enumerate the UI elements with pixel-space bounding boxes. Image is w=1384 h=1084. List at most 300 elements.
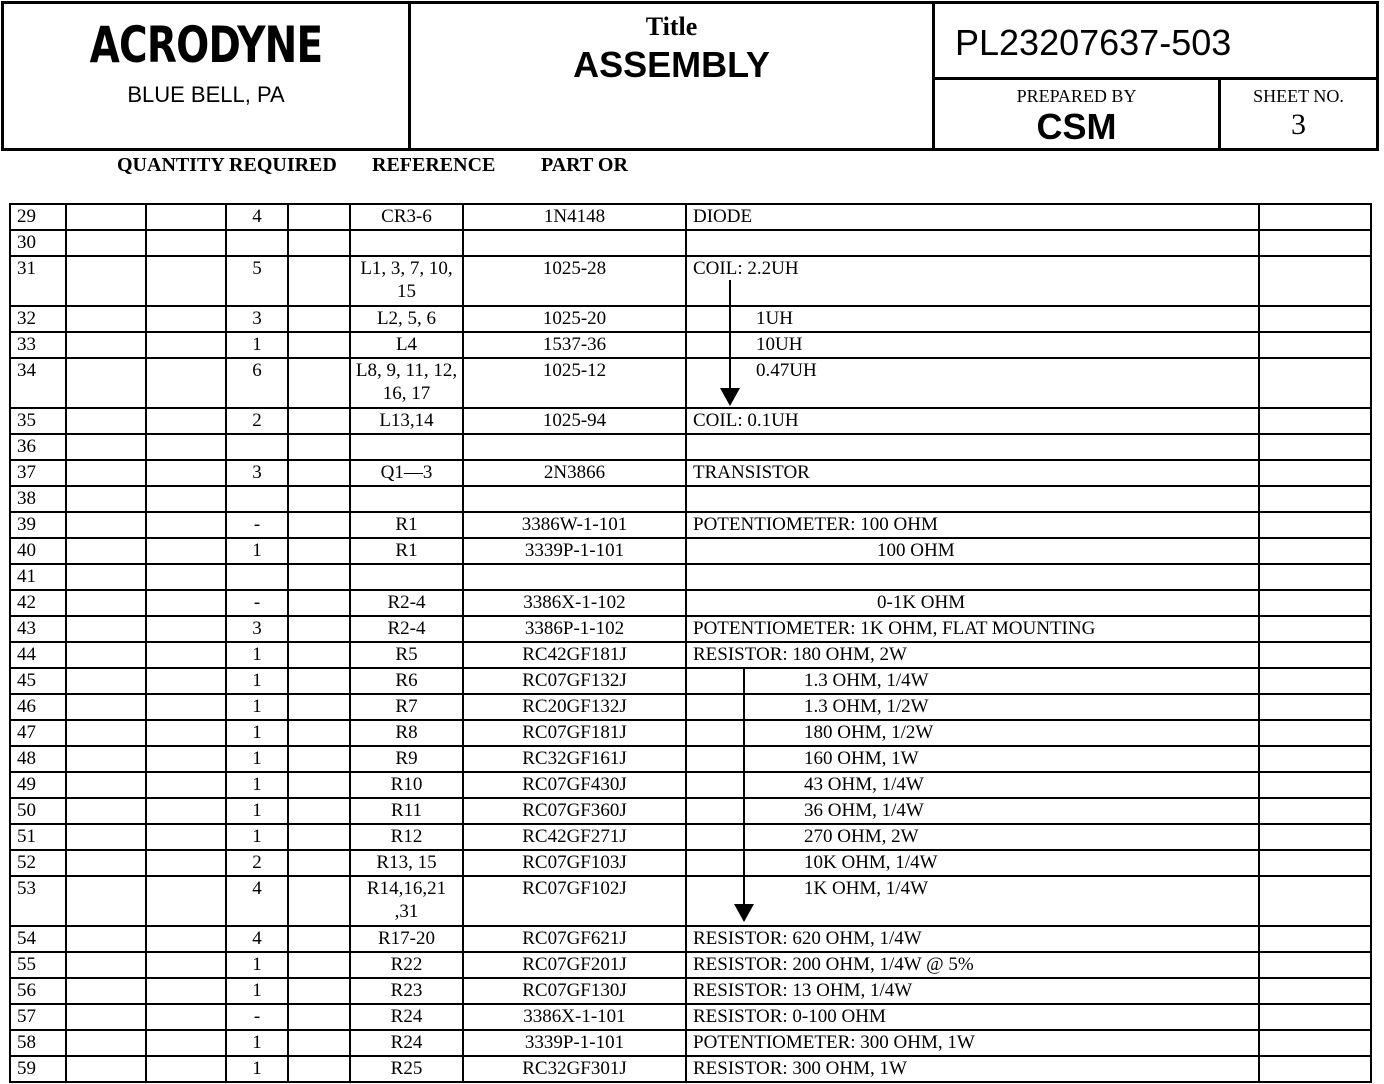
empty-cell — [146, 590, 226, 616]
line-number-cell: 42 — [10, 590, 66, 616]
description-cell: 160 OHM, 1W — [686, 746, 1259, 772]
table-row — [10, 564, 1371, 590]
empty-cell — [288, 434, 350, 460]
empty-cell — [288, 668, 350, 694]
description-cell: COIL: 0.1UH — [686, 408, 1259, 434]
reference-cell: R14,16,21 ,31 — [350, 876, 463, 926]
empty-cell — [1259, 642, 1371, 668]
part-number-cell: 3386W-1-101 — [463, 512, 686, 538]
empty-cell — [288, 460, 350, 486]
empty-cell — [1259, 538, 1371, 564]
line-number-cell: 29 — [10, 204, 66, 230]
table-row — [10, 668, 1371, 694]
description-cell: 0.47UH — [686, 358, 1259, 408]
reference-cell: R10 — [350, 772, 463, 798]
empty-cell — [66, 876, 146, 926]
empty-cell — [1259, 256, 1371, 306]
empty-cell — [288, 1004, 350, 1030]
table-row — [10, 512, 1371, 538]
part-number: PL23207637-503 — [955, 22, 1232, 63]
empty-cell — [1259, 460, 1371, 486]
line-number-cell: 38 — [10, 486, 66, 512]
empty-cell — [1259, 1004, 1371, 1030]
prepared-by-label: PREPARED BY — [1016, 86, 1137, 106]
part-number-cell: RC07GF360J — [463, 798, 686, 824]
line-number-cell: 59 — [10, 1056, 66, 1082]
part-number-cell: 1025-94 — [463, 408, 686, 434]
part-number-cell: 2N3866 — [463, 460, 686, 486]
line-number-cell: 40 — [10, 538, 66, 564]
empty-cell — [288, 358, 350, 408]
reference-cell — [350, 486, 463, 512]
description-cell: RESISTOR: 0-100 OHM — [686, 1004, 1259, 1030]
parts-list-body — [10, 204, 1371, 1082]
empty-cell — [66, 512, 146, 538]
quantity-cell: 4 — [226, 876, 288, 926]
empty-cell — [66, 720, 146, 746]
empty-cell — [66, 694, 146, 720]
description-cell: 1.3 OHM, 1/4W — [686, 668, 1259, 694]
empty-cell — [1259, 798, 1371, 824]
empty-cell — [1259, 926, 1371, 952]
description-cell: 1.3 OHM, 1/2W — [686, 694, 1259, 720]
empty-cell — [146, 512, 226, 538]
part-number-cell: RC07GF621J — [463, 926, 686, 952]
empty-cell — [66, 616, 146, 642]
reference-cell: R6 — [350, 668, 463, 694]
empty-cell — [66, 230, 146, 256]
line-number-cell: 32 — [10, 306, 66, 332]
empty-cell — [288, 408, 350, 434]
table-row — [10, 434, 1371, 460]
part-number-cell: 1025-12 — [463, 358, 686, 408]
quantity-cell: 1 — [226, 978, 288, 1004]
line-number-cell: 53 — [10, 876, 66, 926]
reference-cell: R11 — [350, 798, 463, 824]
part-number-cell: RC07GF181J — [463, 720, 686, 746]
empty-cell — [1259, 230, 1371, 256]
title-block-right — [935, 4, 1376, 148]
reference-cell: R8 — [350, 720, 463, 746]
empty-cell — [1259, 1056, 1371, 1082]
empty-cell — [146, 876, 226, 926]
table-row — [10, 486, 1371, 512]
part-number-cell: 1025-20 — [463, 306, 686, 332]
table-row — [10, 460, 1371, 486]
sheet-number-cell — [1221, 80, 1376, 148]
empty-cell — [66, 306, 146, 332]
description-cell: 180 OHM, 1/2W — [686, 720, 1259, 746]
part-number-cell: RC07GF132J — [463, 668, 686, 694]
quantity-cell: 5 — [226, 256, 288, 306]
company-logo: ACRODYNE — [89, 16, 323, 74]
empty-cell — [66, 850, 146, 876]
empty-cell — [288, 204, 350, 230]
table-row — [10, 694, 1371, 720]
description-cell: RESISTOR: 13 OHM, 1/4W — [686, 978, 1259, 1004]
quantity-cell: 1 — [226, 798, 288, 824]
table-row — [10, 746, 1371, 772]
part-number-cell: RC07GF130J — [463, 978, 686, 1004]
quantity-cell: 3 — [226, 306, 288, 332]
table-row — [10, 720, 1371, 746]
title-block — [1, 1, 1379, 151]
prepared-by-value: CSM — [1036, 106, 1117, 147]
part-number-cell: 1537-36 — [463, 332, 686, 358]
empty-cell — [1259, 720, 1371, 746]
table-row — [10, 824, 1371, 850]
reference-cell: L1, 3, 7, 10, 15 — [350, 256, 463, 306]
empty-cell — [146, 358, 226, 408]
empty-cell — [288, 772, 350, 798]
empty-cell — [146, 746, 226, 772]
quantity-cell: 2 — [226, 850, 288, 876]
reference-cell: R25 — [350, 1056, 463, 1082]
line-number-cell: 47 — [10, 720, 66, 746]
empty-cell — [288, 590, 350, 616]
part-number-cell: 3339P-1-101 — [463, 538, 686, 564]
empty-cell — [288, 978, 350, 1004]
part-number-cell: RC07GF430J — [463, 772, 686, 798]
description-cell: 10UH — [686, 332, 1259, 358]
empty-cell — [146, 1056, 226, 1082]
column-header-part: PART OR — [541, 154, 628, 176]
line-number-cell: 30 — [10, 230, 66, 256]
description-cell — [686, 564, 1259, 590]
empty-cell — [288, 486, 350, 512]
empty-cell — [66, 460, 146, 486]
reference-cell: R5 — [350, 642, 463, 668]
empty-cell — [1259, 486, 1371, 512]
table-row — [10, 204, 1371, 230]
empty-cell — [146, 408, 226, 434]
part-number-cell: RC20GF132J — [463, 694, 686, 720]
empty-cell — [146, 564, 226, 590]
empty-cell — [146, 306, 226, 332]
quantity-cell: 1 — [226, 746, 288, 772]
empty-cell — [288, 564, 350, 590]
line-number-cell: 49 — [10, 772, 66, 798]
line-number-cell: 45 — [10, 668, 66, 694]
empty-cell — [1259, 332, 1371, 358]
empty-cell — [66, 358, 146, 408]
quantity-cell — [226, 230, 288, 256]
empty-cell — [288, 694, 350, 720]
empty-cell — [146, 772, 226, 798]
empty-cell — [288, 876, 350, 926]
title-cell — [411, 4, 935, 148]
empty-cell — [146, 720, 226, 746]
empty-cell — [288, 824, 350, 850]
empty-cell — [1259, 204, 1371, 230]
line-number-cell: 55 — [10, 952, 66, 978]
table-row — [10, 332, 1371, 358]
part-number-cell: RC07GF102J — [463, 876, 686, 926]
quantity-cell: 1 — [226, 772, 288, 798]
empty-cell — [146, 256, 226, 306]
empty-cell — [288, 850, 350, 876]
empty-cell — [66, 408, 146, 434]
table-row — [10, 538, 1371, 564]
line-number-cell: 35 — [10, 408, 66, 434]
document-title: ASSEMBLY — [573, 44, 770, 85]
quantity-cell: - — [226, 590, 288, 616]
empty-cell — [1259, 408, 1371, 434]
table-row — [10, 952, 1371, 978]
empty-cell — [146, 616, 226, 642]
empty-cell — [146, 332, 226, 358]
description-cell: POTENTIOMETER: 1K OHM, FLAT MOUNTING — [686, 616, 1259, 642]
empty-cell — [1259, 564, 1371, 590]
reference-cell: R17-20 — [350, 926, 463, 952]
empty-cell — [66, 746, 146, 772]
empty-cell — [1259, 824, 1371, 850]
part-number-cell: 3339P-1-101 — [463, 1030, 686, 1056]
reference-cell: R24 — [350, 1004, 463, 1030]
empty-cell — [146, 642, 226, 668]
empty-cell — [66, 926, 146, 952]
description-cell: TRANSISTOR — [686, 460, 1259, 486]
empty-cell — [288, 616, 350, 642]
empty-cell — [146, 926, 226, 952]
empty-cell — [146, 952, 226, 978]
empty-cell — [66, 434, 146, 460]
part-number-cell: RC32GF161J — [463, 746, 686, 772]
table-row — [10, 850, 1371, 876]
empty-cell — [66, 952, 146, 978]
quantity-cell: 1 — [226, 332, 288, 358]
description-cell: 43 OHM, 1/4W — [686, 772, 1259, 798]
line-number-cell: 33 — [10, 332, 66, 358]
description-cell: RESISTOR: 300 OHM, 1W — [686, 1056, 1259, 1082]
empty-cell — [1259, 590, 1371, 616]
empty-cell — [288, 332, 350, 358]
empty-cell — [288, 512, 350, 538]
empty-cell — [146, 538, 226, 564]
sheet-number: 3 — [1291, 108, 1306, 141]
reference-cell: R1 — [350, 512, 463, 538]
table-row — [10, 408, 1371, 434]
part-number-cell: RC32GF301J — [463, 1056, 686, 1082]
reference-cell: L13,14 — [350, 408, 463, 434]
empty-cell — [1259, 978, 1371, 1004]
empty-cell — [146, 1030, 226, 1056]
empty-cell — [288, 538, 350, 564]
line-number-cell: 44 — [10, 642, 66, 668]
empty-cell — [1259, 952, 1371, 978]
empty-cell — [66, 1056, 146, 1082]
quantity-cell — [226, 486, 288, 512]
empty-cell — [288, 746, 350, 772]
empty-cell — [66, 564, 146, 590]
empty-cell — [146, 824, 226, 850]
empty-cell — [66, 256, 146, 306]
quantity-cell: 1 — [226, 1056, 288, 1082]
description-cell: DIODE — [686, 204, 1259, 230]
empty-cell — [288, 1056, 350, 1082]
part-number-cell: 3386X-1-101 — [463, 1004, 686, 1030]
empty-cell — [1259, 616, 1371, 642]
reference-cell: R23 — [350, 978, 463, 1004]
empty-cell — [146, 850, 226, 876]
empty-cell — [288, 798, 350, 824]
table-row — [10, 772, 1371, 798]
part-number-cell — [463, 230, 686, 256]
quantity-cell: - — [226, 1004, 288, 1030]
empty-cell — [66, 590, 146, 616]
description-cell: RESISTOR: 620 OHM, 1/4W — [686, 926, 1259, 952]
table-row — [10, 590, 1371, 616]
description-cell: COIL: 2.2UH — [686, 256, 1259, 306]
reference-cell: R13, 15 — [350, 850, 463, 876]
part-number-cell: 1025-28 — [463, 256, 686, 306]
empty-cell — [1259, 850, 1371, 876]
line-number-cell: 31 — [10, 256, 66, 306]
quantity-cell: 6 — [226, 358, 288, 408]
empty-cell — [1259, 512, 1371, 538]
reference-cell: CR3-6 — [350, 204, 463, 230]
quantity-cell: 1 — [226, 720, 288, 746]
empty-cell — [66, 204, 146, 230]
part-number-cell — [463, 564, 686, 590]
parts-list-table — [9, 203, 1372, 1083]
table-row — [10, 642, 1371, 668]
description-cell: 1UH — [686, 306, 1259, 332]
empty-cell — [1259, 746, 1371, 772]
quantity-cell: 2 — [226, 408, 288, 434]
empty-cell — [1259, 772, 1371, 798]
line-number-cell: 51 — [10, 824, 66, 850]
reference-cell: R2-4 — [350, 590, 463, 616]
reference-cell: R24 — [350, 1030, 463, 1056]
empty-cell — [288, 230, 350, 256]
reference-cell — [350, 230, 463, 256]
empty-cell — [1259, 358, 1371, 408]
company-location: BLUE BELL, PA — [127, 82, 285, 107]
empty-cell — [288, 256, 350, 306]
part-number-cell: 3386P-1-102 — [463, 616, 686, 642]
part-number-cell — [463, 434, 686, 460]
reference-cell: R9 — [350, 746, 463, 772]
table-row — [10, 1004, 1371, 1030]
reference-cell: R12 — [350, 824, 463, 850]
reference-cell: Q1—3 — [350, 460, 463, 486]
description-cell — [686, 486, 1259, 512]
empty-cell — [66, 642, 146, 668]
empty-cell — [66, 668, 146, 694]
reference-cell: R1 — [350, 538, 463, 564]
line-number-cell: 46 — [10, 694, 66, 720]
quantity-cell: 1 — [226, 1030, 288, 1056]
empty-cell — [1259, 306, 1371, 332]
description-cell — [686, 230, 1259, 256]
description-cell: RESISTOR: 180 OHM, 2W — [686, 642, 1259, 668]
empty-cell — [66, 332, 146, 358]
empty-cell — [66, 798, 146, 824]
empty-cell — [146, 204, 226, 230]
empty-cell — [66, 538, 146, 564]
empty-cell — [66, 772, 146, 798]
quantity-cell: 1 — [226, 538, 288, 564]
reference-cell — [350, 564, 463, 590]
line-number-cell: 48 — [10, 746, 66, 772]
empty-cell — [288, 926, 350, 952]
empty-cell — [66, 1004, 146, 1030]
table-row — [10, 256, 1371, 306]
line-number-cell: 39 — [10, 512, 66, 538]
table-row — [10, 1030, 1371, 1056]
table-row — [10, 876, 1371, 926]
empty-cell — [288, 720, 350, 746]
description-cell: POTENTIOMETER: 100 OHM — [686, 512, 1259, 538]
line-number-cell: 57 — [10, 1004, 66, 1030]
reference-cell: L4 — [350, 332, 463, 358]
reference-cell: R7 — [350, 694, 463, 720]
table-row — [10, 358, 1371, 408]
empty-cell — [1259, 1030, 1371, 1056]
reference-cell — [350, 434, 463, 460]
line-number-cell: 58 — [10, 1030, 66, 1056]
prepared-by-cell — [935, 80, 1221, 148]
description-cell: 10K OHM, 1/4W — [686, 850, 1259, 876]
table-row — [10, 616, 1371, 642]
quantity-cell: 1 — [226, 694, 288, 720]
company-cell — [4, 4, 411, 148]
quantity-cell: 1 — [226, 952, 288, 978]
reference-cell: R22 — [350, 952, 463, 978]
column-header-reference: REFERENCE — [372, 154, 496, 176]
description-cell: RESISTOR: 200 OHM, 1/4W @ 5% — [686, 952, 1259, 978]
table-row — [10, 798, 1371, 824]
quantity-cell: 4 — [226, 926, 288, 952]
part-number-cell: RC42GF181J — [463, 642, 686, 668]
empty-cell — [1259, 694, 1371, 720]
empty-cell — [1259, 876, 1371, 926]
part-number-cell — [463, 486, 686, 512]
description-cell: 36 OHM, 1/4W — [686, 798, 1259, 824]
quantity-cell: 1 — [226, 642, 288, 668]
reference-cell: R2-4 — [350, 616, 463, 642]
line-number-cell: 36 — [10, 434, 66, 460]
empty-cell — [146, 1004, 226, 1030]
description-cell: 1K OHM, 1/4W — [686, 876, 1259, 926]
empty-cell — [146, 434, 226, 460]
description-cell — [686, 434, 1259, 460]
reference-cell: L8, 9, 11, 12, 16, 17 — [350, 358, 463, 408]
line-number-cell: 37 — [10, 460, 66, 486]
sheet-number-label: SHEET NO. — [1253, 86, 1344, 106]
empty-cell — [146, 668, 226, 694]
empty-cell — [146, 230, 226, 256]
line-number-cell: 50 — [10, 798, 66, 824]
description-cell: 100 OHM — [686, 538, 1259, 564]
line-number-cell: 34 — [10, 358, 66, 408]
reference-cell: L2, 5, 6 — [350, 306, 463, 332]
description-cell: 0-1K OHM — [686, 590, 1259, 616]
part-number-cell: RC07GF103J — [463, 850, 686, 876]
description-cell: 270 OHM, 2W — [686, 824, 1259, 850]
line-number-cell: 52 — [10, 850, 66, 876]
empty-cell — [1259, 668, 1371, 694]
part-number-cell: RC07GF201J — [463, 952, 686, 978]
quantity-cell: 1 — [226, 824, 288, 850]
quantity-cell: - — [226, 512, 288, 538]
table-row — [10, 306, 1371, 332]
empty-cell — [66, 978, 146, 1004]
empty-cell — [288, 952, 350, 978]
empty-cell — [1259, 434, 1371, 460]
part-number-cell: 3386X-1-102 — [463, 590, 686, 616]
